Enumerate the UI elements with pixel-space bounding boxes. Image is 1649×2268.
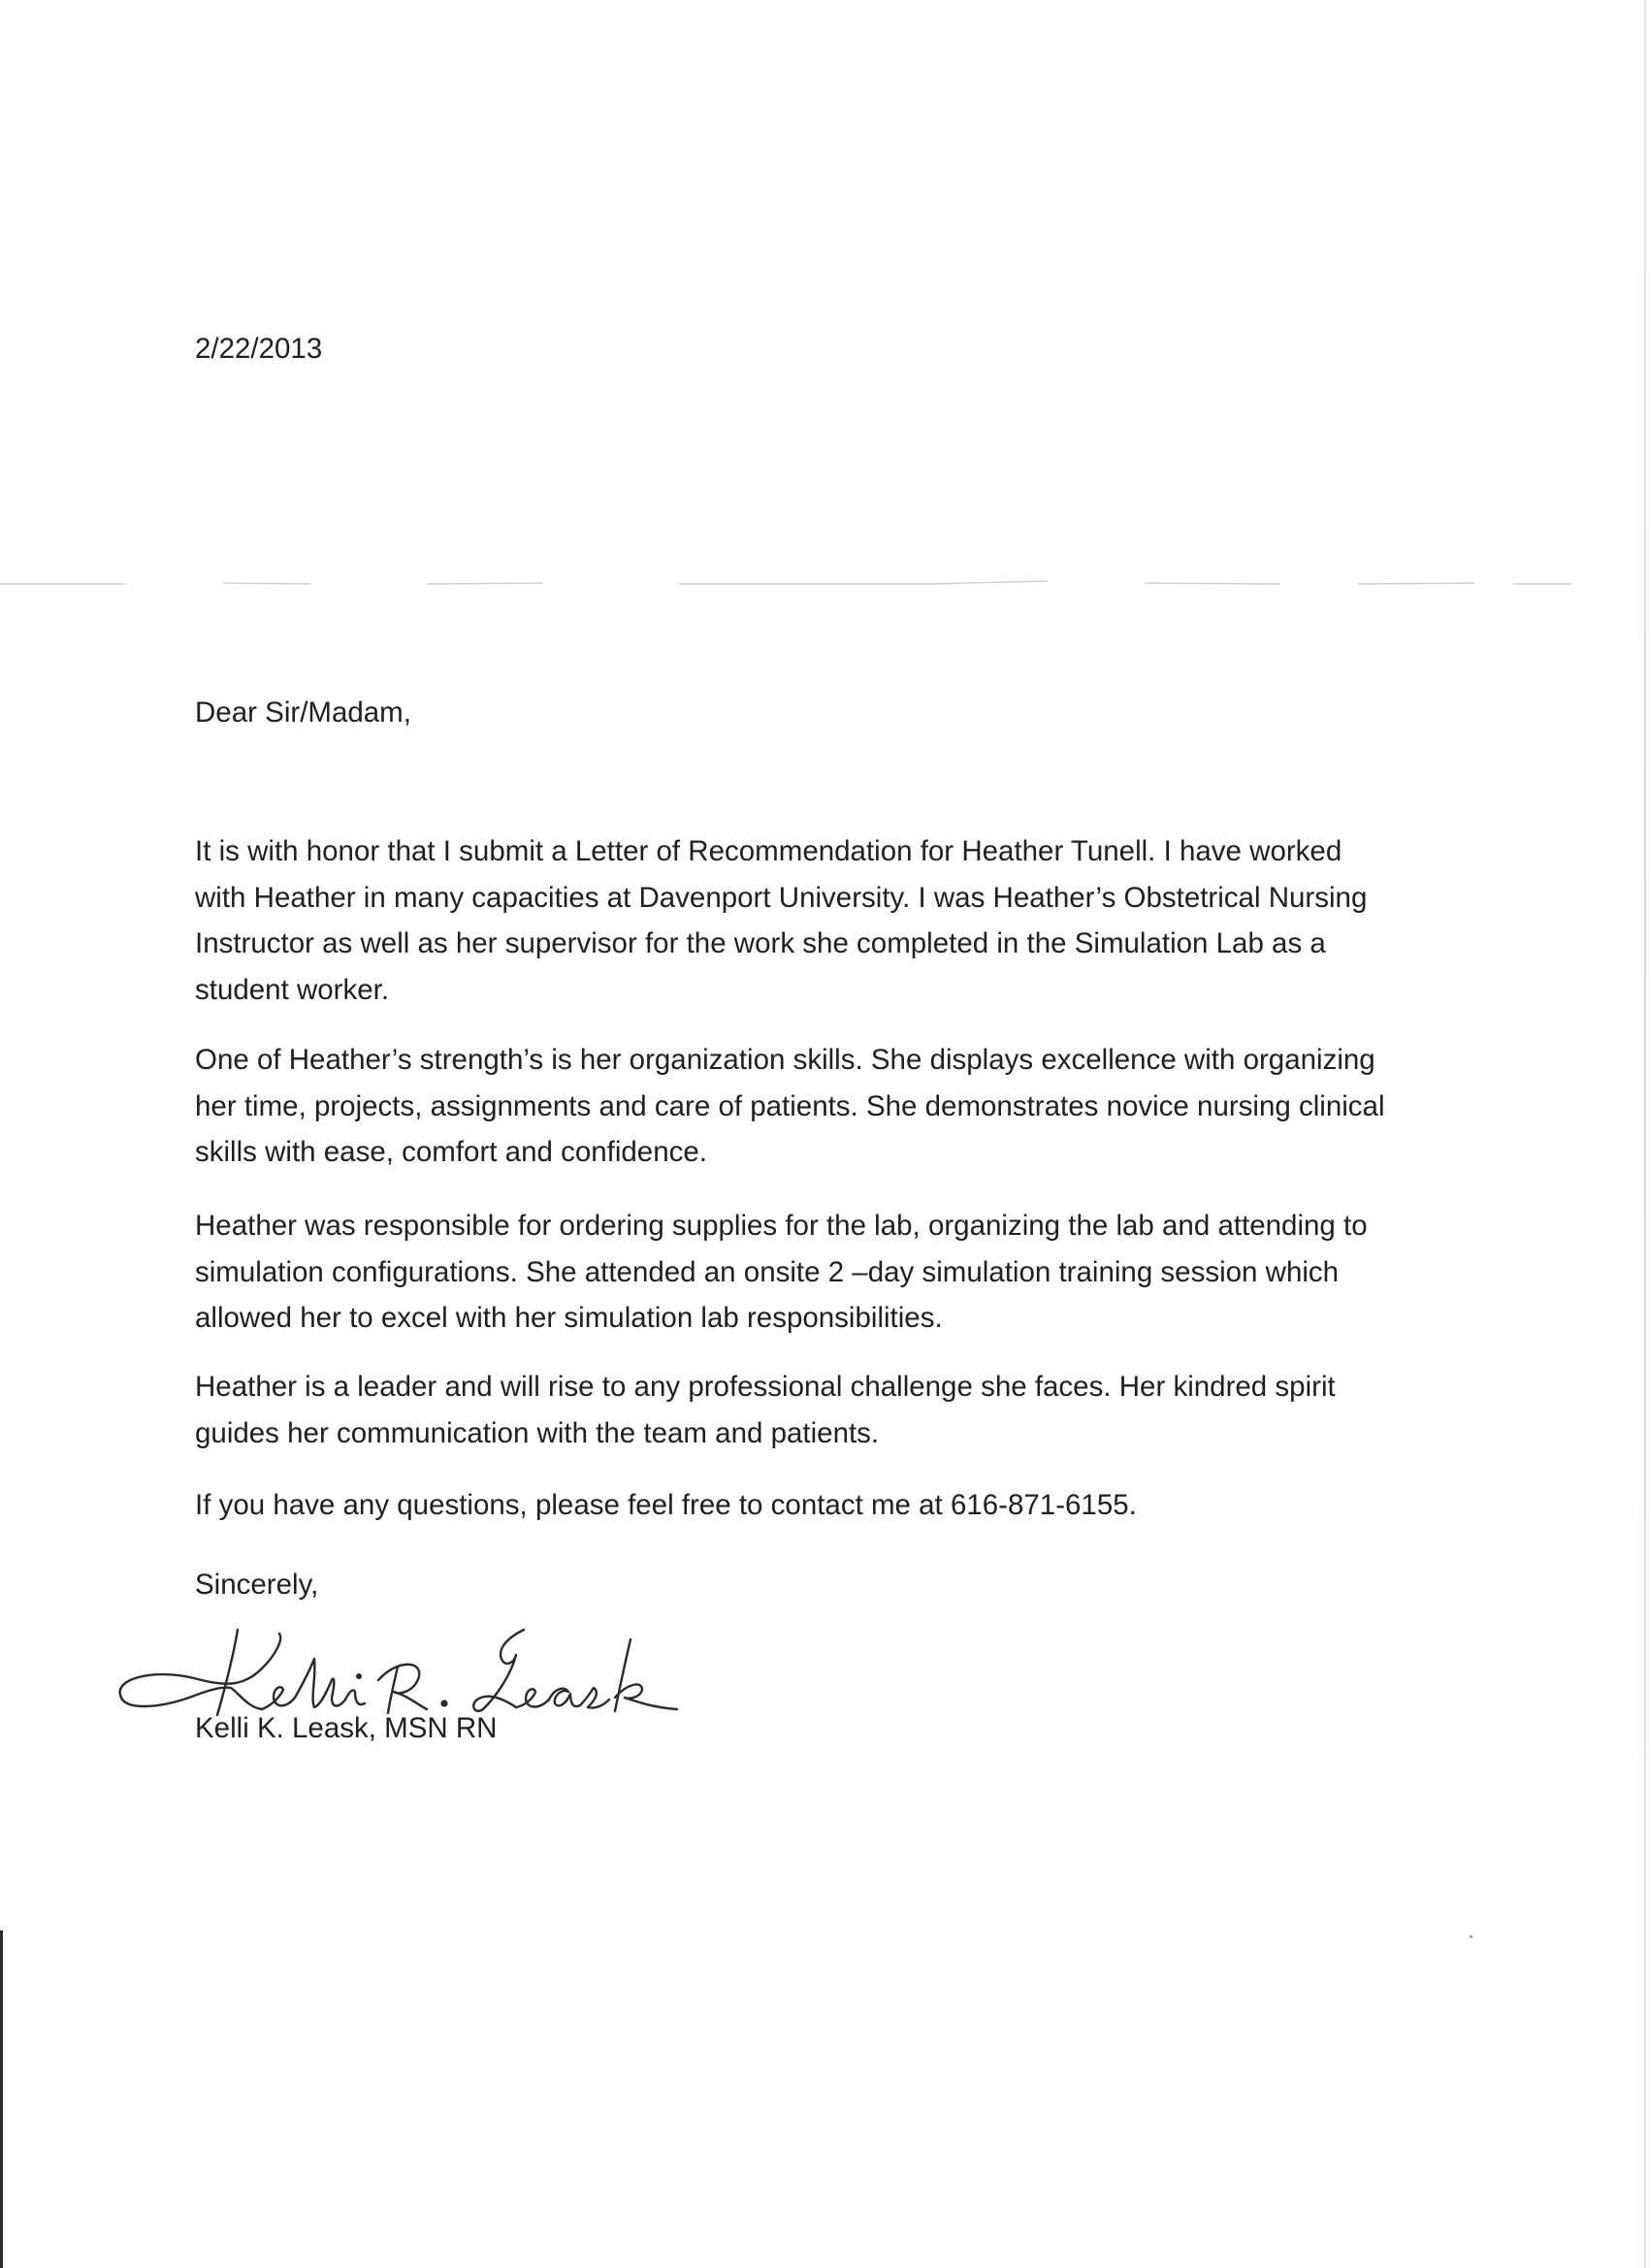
paragraph-line: with Heather in many capacities at Davenport University. I was Heather’s Obstetrical Nursing [195,881,1368,914]
scan-edge-right [1644,0,1646,2268]
paragraph-line: guides her communication with the team and patients. [195,1416,880,1449]
paragraph-line: Heather is a leader and will rise to any professional challenge she faces. Her kindred spirit [195,1371,1336,1403]
salutation: Dear Sir/Madam, [195,697,411,729]
paragraph-line: Instructor as well as her supervisor for the work she completed in the Simulation Lab as a [195,927,1326,959]
closing: Sincerely, [195,1569,319,1601]
paragraph-4 [195,1364,1475,1456]
paragraph-line: skills with ease, comfort and confidence. [195,1136,707,1168]
paragraph-line: student worker. [195,973,390,1006]
scan-speck [1470,1935,1472,1938]
paragraph-line: It is with honor that I submit a Letter of Recommendation for Heather Tunell. I have worked [195,835,1342,867]
paragraph-3 [195,1203,1475,1342]
paragraph-line: If you have any questions, please feel free to contact me at 616-871-6155. [195,1489,1137,1521]
paragraph-line: One of Heather’s strength’s is her organization skills. She displays excellence with organizing [195,1044,1375,1076]
paragraph-2 [195,1037,1475,1176]
paragraph-line: simulation configurations. She attended an onsite 2 –day simulation training session which [195,1255,1340,1288]
letter-date: 2/22/2013 [195,333,323,365]
paragraph-line: allowed her to excel with her simulation lab responsibilities. [195,1302,943,1334]
paragraph-1 [195,828,1475,1013]
signer-name: Kelli K. Leask, MSN RN [195,1712,498,1744]
scan-edge-left [0,1930,3,2268]
paragraph-line: her time, projects, assignments and care of patients. She demonstrates novice nursing clinical [195,1089,1385,1122]
fold-crease [0,578,1649,590]
paragraph-5 [195,1482,1475,1529]
paragraph-line: Heather was responsible for ordering supplies for the lab, organizing the lab and attending to [195,1210,1368,1242]
